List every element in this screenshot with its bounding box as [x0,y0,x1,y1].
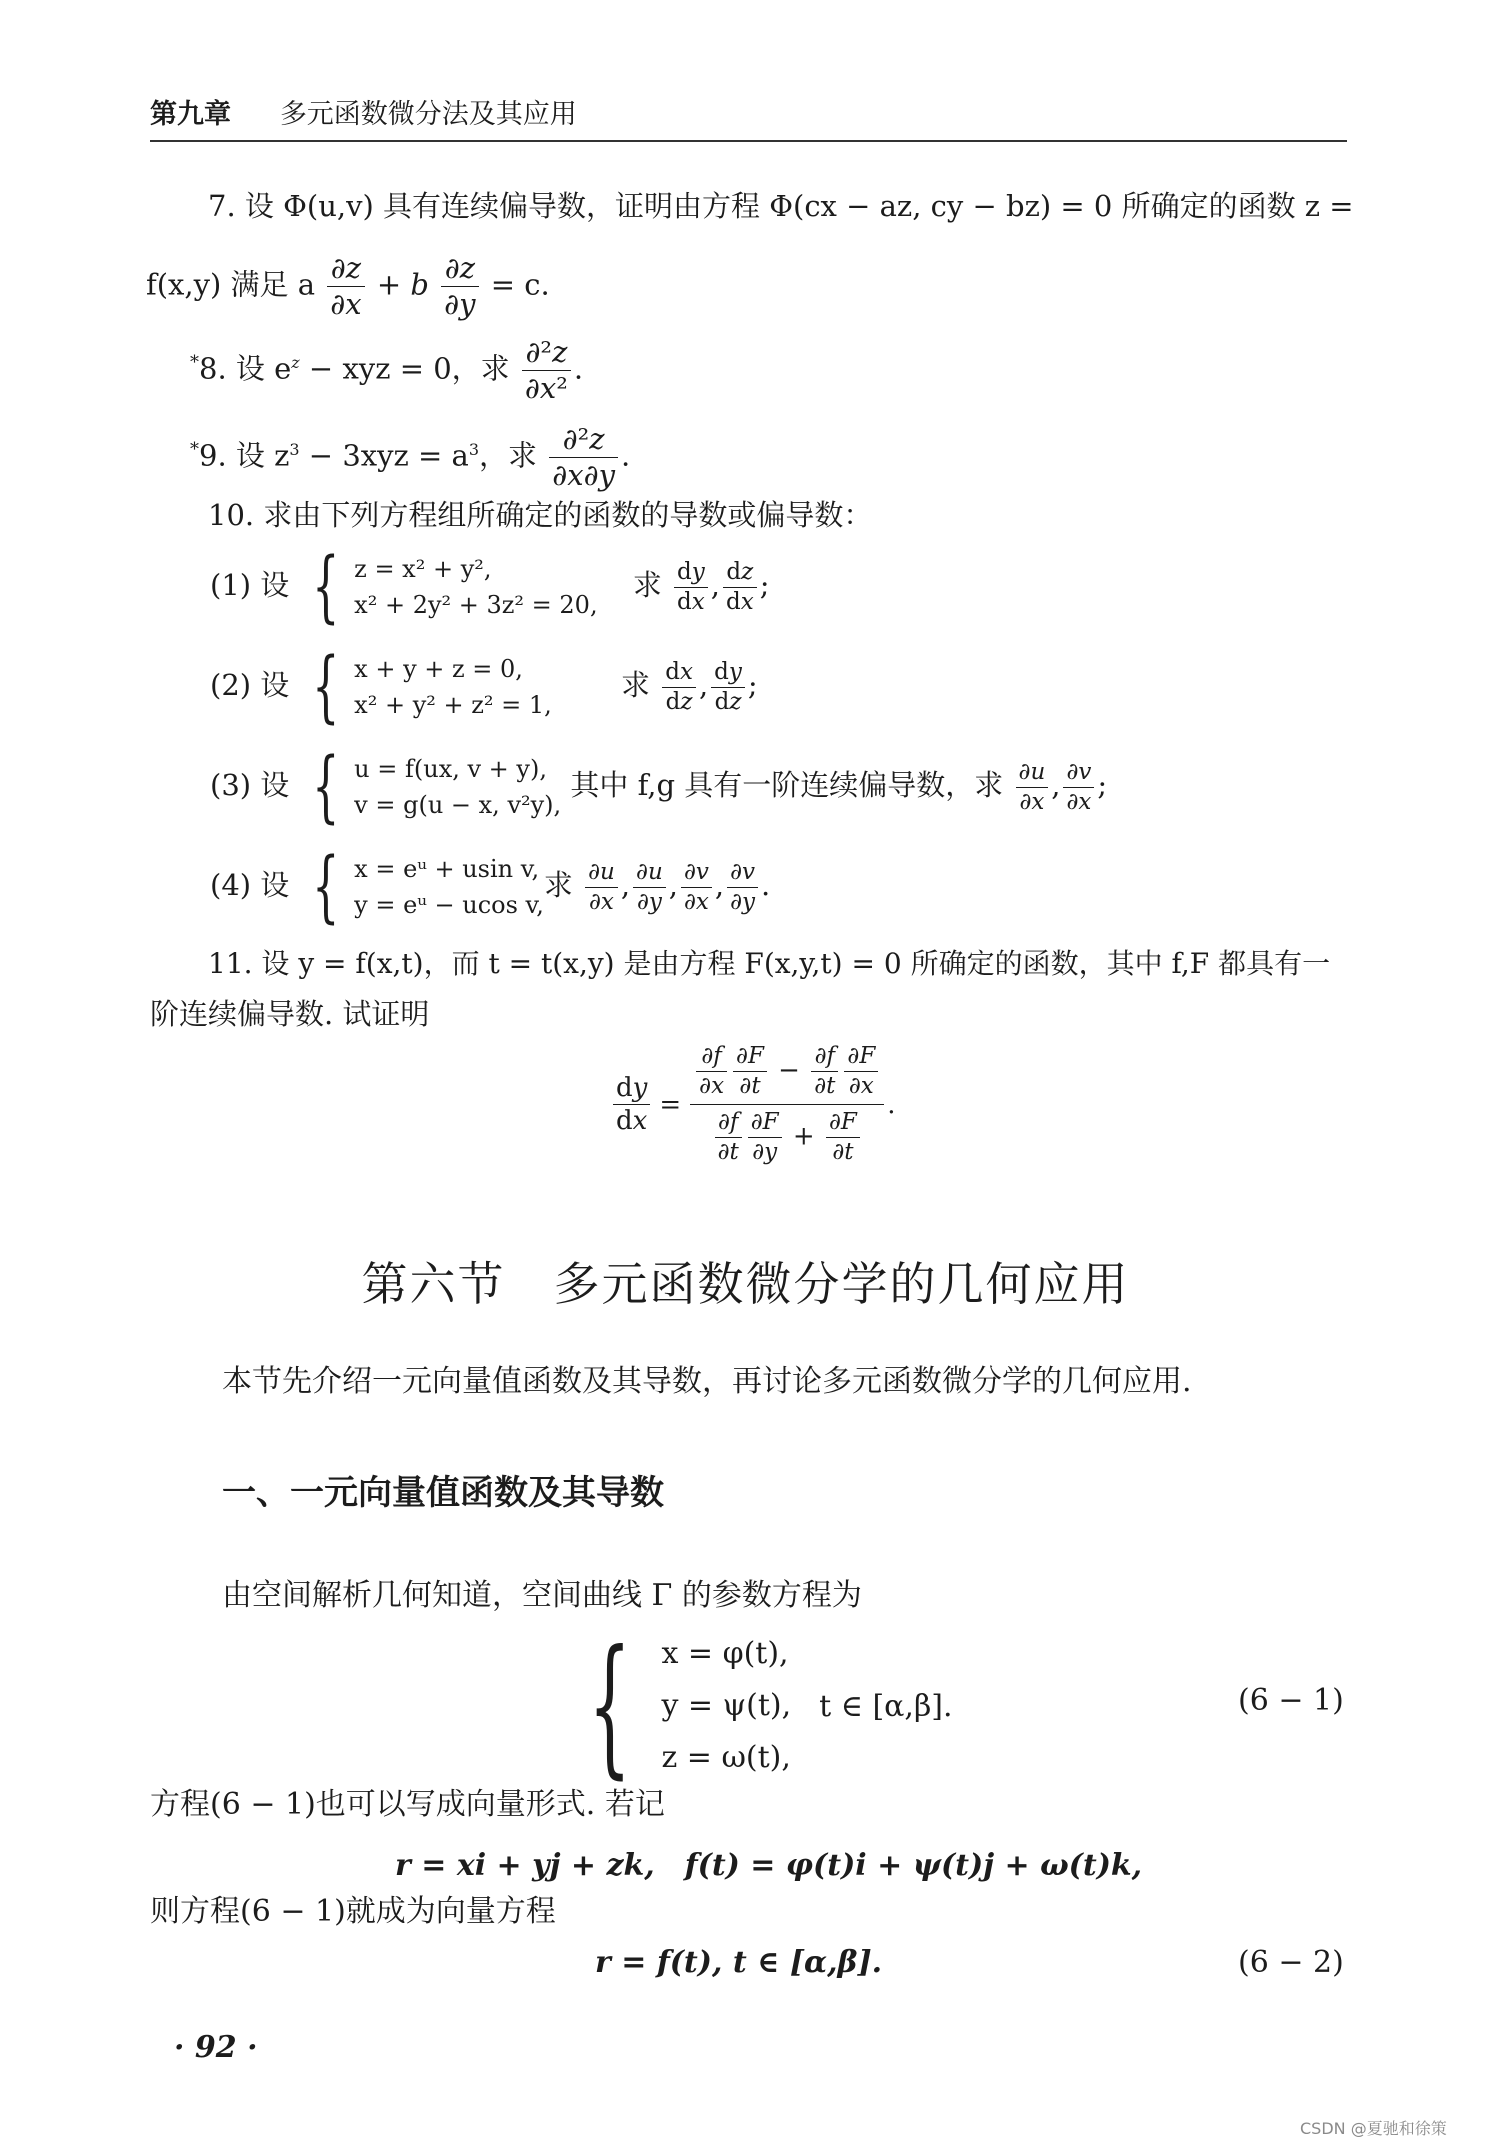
frac-dF-dt: $\frac{\partial F}{\partial t}$ [733,1045,767,1098]
frac-dv-dx: $\frac{\partial v}{\partial x}$ [1063,761,1094,814]
system-row: y = ψ(t), [661,1688,792,1723]
frac-du-dy: $\frac{\partial u}{\partial y}$ [633,861,666,914]
frac-dy-dx-lhs: $\frac{dy}{dx}$ [613,1075,650,1134]
equation-6-1 [560,1619,953,1793]
e8-pre: 8. 设 e [199,351,292,386]
formula-11: $\frac{dy}{dx}$ = $\frac{\partial f}{\partial x}$ $\frac{\partial F}{\partial t}$ − $\frac{\partial f}{\partial t}$ $\frac{\partial F}{\partial x}$ $\frac{\partial f}{\partial t}$ $\frac{\partial F}{\partial y}$ + $\frac{\partial F}{\partial t}$ . [610,1045,896,1164]
e7-text-pre: f(x,y) 满足 a [146,267,316,302]
system-10-2: { x + y + z = 0, x² + y² + z² = 1, [311,642,552,732]
exercise-10-title: 10. 求由下列方程组所确定的函数的导数或偏导数： [208,498,873,532]
frac-df-dt: $\frac{\partial f}{\partial t}$ [811,1045,838,1098]
system-10-1: { z = x² + y², x² + 2y² + 3z² = 20, [311,542,598,632]
system-row: x² + 2y² + 3z² = 20, [354,591,598,619]
frac-d2z-dx2: $\frac{\text{∂²z}}{\text{∂x²}}$ [522,338,571,403]
frac-dz-dx-total: $\frac{dz}{dx}$ [723,561,757,614]
frac-dF-dt-2: $\frac{\partial F}{\partial t}$ [826,1111,860,1164]
frac-dv-dy: $\frac{\partial v}{\partial y}$ [727,861,758,914]
page-number: · 92 · [174,2030,258,2065]
system-10-4: { x = eᵘ + usin v, y = eᵘ − ucos v, [311,842,544,932]
frac-du-dx: $\frac{\partial u}{\partial x}$ [1016,761,1049,814]
frac-dy-dx: $\frac{dy}{dx}$ [674,561,708,614]
exercise-10-2: (2) 设 { x + y + z = 0, x² + y² + z² = 1, 求 $\frac{dx}{dz}$ , $\frac{dy}{dz}$ ; [210,642,758,732]
exercise-11-line1: 11. 设 y = f(x,t)，而 t = t(x,y) 是由方程 F(x,y,t) = 0 所确定的函数，其中 f,F 都具有一 [208,947,1331,980]
e10-1-label: (1) 设 [210,568,290,602]
system-row: x + y + z = 0, [354,655,523,683]
frac-main: $\frac{\partial f}{\partial x}$ $\frac{\partial F}{\partial t}$ − $\frac{\partial f}{\partial t}$ $\frac{\partial F}{\partial x}$ $\frac{\partial f}{\partial t}$ $\frac{\partial F}{\partial y}$ + $\frac{\partial F}{\partial t}$ [690,1045,884,1164]
frac-dz-dy: $\frac{\partial z}{\partial y}$ [441,254,478,319]
system-row: x = φ(t), [661,1636,789,1671]
frac-d2z-dxdy: $\frac{\text{∂²z}}{\partial x\partial y}$ [549,425,618,490]
e8-mid: − xyz = 0，求 [299,351,510,386]
vector-definition: r = xi + yj + zk, f(t) = φ(t)i + ψ(t)j + ω(t)k, [395,1848,1143,1883]
chapter-header [150,92,577,131]
e10-2-label: (2) 设 [210,668,290,702]
frac-dy-dz: $\frac{dy}{dz}$ [711,661,745,714]
equation-domain: t ∈ [α,β]. [819,1688,953,1724]
subheading: 一、一元向量值函数及其导数 [222,1473,664,1513]
paragraph-2: 方程(6 − 1)也可以写成向量形式. 若记 [150,1787,665,1822]
frac-dF-dx: $\frac{\partial F}{\partial x}$ [844,1045,878,1098]
frac-df-dx: $\frac{\partial f}{\partial x}$ [696,1045,727,1098]
exercise-9: *9. 设 $z^3 - 3xyz = a^3$，求 $\frac{\text{∂²z}}{\partial x\partial y}$ . [190,422,631,492]
system-6-1: { x = φ(t), y = ψ(t), z = ω(t), [588,1619,792,1793]
exercise-10-4: (4) 设 { x = eᵘ + usin v, y = eᵘ − ucos v, 求 $\frac{\partial u}{\partial x}$ , $\frac{\partial u}{\partial y}$ , $\frac{\partial v}{\partial x}$ , $\frac{\partial v}{\partial y}$ . [210,842,771,932]
frac-du-dx-4: $\frac{\partial u}{\partial x}$ [585,861,618,914]
e9-mid: − 3xyz = a [299,438,469,473]
star-mark: * [190,438,199,460]
watermark: CSDN @夏驰和徐策 [1300,2119,1447,2138]
paragraph-1: 由空间解析几何知道，空间曲线 Γ 的参数方程为 [222,1578,862,1613]
e9-pre: 9. 设 z [199,438,290,473]
system-row: u = f(ux, v + y), [354,755,547,783]
paragraph-3: 则方程(6 − 1)就成为向量方程 [150,1894,556,1929]
system-row: y = eᵘ − ucos v, [354,891,544,919]
exercise-11-line2: 阶连续偏导数. 试证明 [150,997,430,1031]
exercise-7-line1: 7. 设 Φ(u,v) 具有连续偏导数，证明由方程 Φ(cx − az, cy − bz) = 0 所确定的函数 z = [208,189,1354,223]
system-10-3: { u = f(ux, v + y), v = g(u − x, v²y), [311,742,562,832]
system-row: v = g(u − x, v²y), [354,791,562,819]
e10-3-label: (3) 设 [210,768,290,802]
exercise-7-line2: f(x,y) 满足 a $\frac{\partial z}{\partial x}$ + b $\frac{\partial z}{\partial y}$ = c. [146,251,550,321]
chapter-number: 第九章 [150,99,231,130]
frac-df-dt-2: $\frac{\partial f}{\partial t}$ [715,1111,742,1164]
star-mark: * [190,351,199,373]
section-title: 第六节 多元函数微分学的几何应用 [361,1257,1130,1311]
chapter-title: 多元函数微分法及其应用 [279,99,577,130]
equation-label-6-1: (6 − 1) [1238,1683,1344,1718]
exercise-10-1: (1) 设 { z = x² + y², x² + 2y² + 3z² = 20, 求 $\frac{dy}{dx}$ , $\frac{dz}{dx}$ ; [210,542,770,632]
frac-dv-dx-4: $\frac{\partial v}{\partial x}$ [681,861,712,914]
e7-text-post: = c. [490,267,550,302]
header-rule [150,140,1347,142]
frac-dz-dx: $\frac{\partial z}{\partial x}$ [327,254,364,319]
e10-4-label: (4) 设 [210,868,290,902]
e9-post: ，求 [479,438,538,473]
section-intro: 本节先介绍一元向量值函数及其导数，再讨论多元函数微分学的几何应用. [222,1364,1192,1399]
system-row: x² + y² + z² = 1, [354,691,552,719]
frac-dF-dy: $\frac{\partial F}{\partial y}$ [748,1111,782,1164]
equation-6-2: r = f(t), t ∈ [α,β]. [595,1945,883,1980]
frac-dx-dz: $\frac{dx}{dz}$ [662,661,696,714]
system-row: x = eᵘ + usin v, [354,855,540,883]
system-row: z = x² + y², [354,555,492,583]
e10-3-note: 其中 f,g 具有一阶连续偏导数，求 [570,768,1004,802]
exercise-8: *8. 设 $e^z$ − xyz = 0，求 $\frac{\text{∂²z}}{\text{∂x²}}$ . [190,335,584,405]
exercise-10-3: (3) 设 { u = f(ux, v + y), v = g(u − x, v²y), 其中 f,g 具有一阶连续偏导数，求 $\frac{\partial u}{\partial x}$ , $\frac{\partial v}{\partial x}$ ; [210,742,1108,832]
equation-label-6-2: (6 − 2) [1238,1945,1344,1980]
system-row: z = ω(t), [661,1740,791,1775]
